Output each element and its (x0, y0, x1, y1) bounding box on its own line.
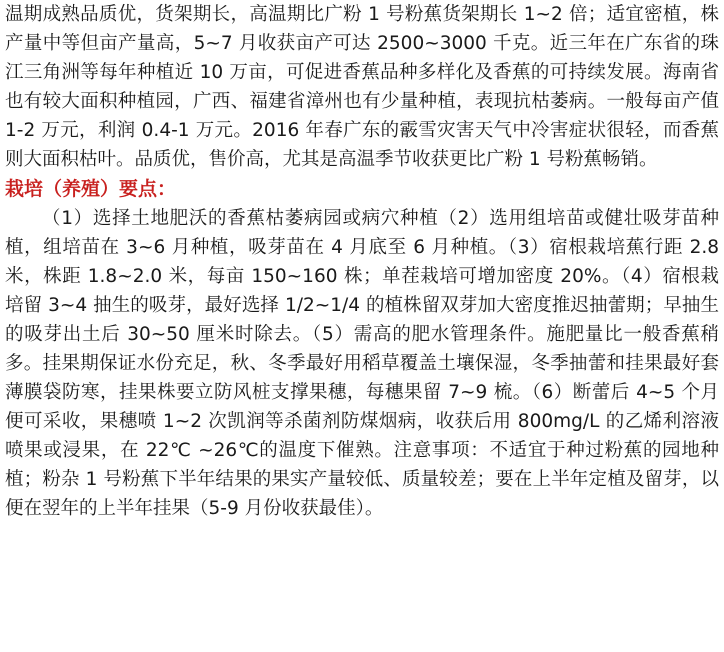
intro-paragraph: 温期成熟品质优，货架期长，高温期比广粉 1 号粉蕉货架期长 1~2 倍；适宜密植，株产量中等但亩产量高，5~7 月收获亩产可达 2500~3000 千克。近三年在广东省的珠江三角洲等每年种植近 10 万亩，可促进香蕉品种多样化及香蕉的可持续发展。海南省也有较大面积种植园，广西、福建省漳州也有少量种植，表现抗枯萎病。一般每亩产值 1-2 万元，利润 0.4-1 万元。2016 年春广东的霰雪灾害天气中冷害症状很轻，而香蕉则大面积枯叶。品质优，售价高，尤其是高温季节收获更比广粉 1 号粉蕉畅销。 (5, 4, 719, 170)
cultivation-paragraph: （1）选择土地肥沃的香蕉枯萎病园或病穴种植（2）选用组培苗或健壮吸芽苗种植，组培苗在 3~6 月种植，吸芽苗在 4 月底至 6 月种植。（3）宿根栽培蕉行距 2.8 米，株距 1.8~2.0 米，每亩 150~160 株；单茬栽培可增加密度 20%。（4）宿根栽培留 3~4 抽生的吸芽，最好选择 1/2~1/4 的植株留双芽加大密度推迟抽蕾期；早抽生的吸芽出土后 30~50 厘米时除去。（5）需高的肥水管理条件。施肥量比一般香蕉稍多。挂果期保证水份充足，秋、冬季最好用稻草覆盖土壤保湿，冬季抽蕾和挂果最好套薄膜袋防寒，挂果株要立防风桩支撑果穗，每穗果留 7~9 梳。（6）断蕾后 4~5 个月便可采收，果穗喷 1~2 次凯润等杀菌剂防煤烟病，收获后用 800mg/L 的乙烯利溶液喷果或浸果，在 22℃ ~26℃的温度下催熟。注意事项：不适宜于种过粉蕉的园地种植；粉杂 1 号粉蕉下半年结果的果实产量较低、质量较差；要在上半年定植及留芽，以便在翌年的上半年挂果（5-9 月份收获最佳）。 (5, 208, 719, 519)
document-page (5, 0, 719, 523)
section-heading: 栽培（养殖）要点： (5, 178, 177, 200)
